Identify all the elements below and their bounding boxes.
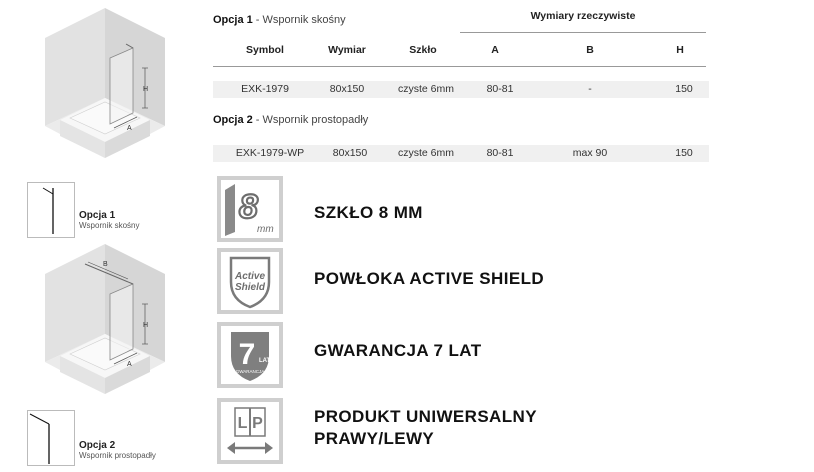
feature-label-shield: POWŁOKA ACTIVE SHIELD: [314, 269, 545, 288]
cell-symbol: EXK-1979: [241, 83, 289, 95]
option2-title-sep: -: [252, 114, 263, 126]
group-header-dimensions: Wymiary rzeczywiste: [530, 10, 636, 22]
col-header-a: A: [491, 44, 499, 56]
option1-caption: [79, 210, 139, 230]
dimension-a-label: A: [127, 361, 132, 368]
warranty-7-icon: [217, 322, 283, 388]
cell-symbol: EXK-1979-WP: [235, 147, 305, 159]
glass-8mm-icon: [217, 176, 283, 242]
feature-label-universal-line2: PRAWY/LEWY: [314, 429, 435, 448]
option1-title-desc: Wspornik skośny: [262, 14, 346, 26]
option2-caption-desc: Wspornik prostopadły: [79, 451, 156, 460]
option2-caption: [79, 440, 156, 460]
option2-bathroom-diagram: [30, 244, 180, 404]
warranty-7-word: GWARANCJA: [235, 369, 265, 374]
option2-plan-icon: [27, 410, 75, 466]
cell-b: -: [588, 83, 592, 95]
cell-glass: czyste 6mm: [397, 147, 454, 159]
feature-label-warranty: GWARANCJA 7 LAT: [314, 341, 482, 360]
dimension-h-label: H: [143, 322, 149, 329]
feature-label-universal-line1: PRODUKT UNIWERSALNY: [314, 407, 537, 426]
cell-a: 80-81: [486, 83, 514, 95]
table-row: [213, 145, 709, 162]
option1-plan-icon: [27, 182, 75, 238]
left-right-graphic: [221, 402, 279, 460]
cell-glass: czyste 6mm: [397, 83, 454, 95]
feature-label-glass: SZKŁO 8 MM: [314, 203, 423, 222]
cell-size: 80x150: [332, 147, 368, 159]
option1-title-label: Opcja 1: [213, 14, 253, 26]
active-shield-word2: Shield: [234, 282, 266, 293]
option1-title: [213, 14, 346, 26]
glass-8mm-graphic: [221, 180, 279, 238]
option2-caption-name: Opcja 2: [79, 440, 116, 451]
left-letter: L: [237, 415, 248, 432]
active-shield-icon: [217, 248, 283, 314]
option2-title: [213, 114, 368, 126]
right-letter: P: [252, 415, 263, 432]
cell-b: max 90: [572, 147, 608, 159]
active-shield-graphic: [221, 252, 279, 310]
active-shield-word1: Active: [234, 271, 266, 282]
col-header-symbol: Symbol: [246, 44, 284, 56]
feature-label-universal: [314, 406, 537, 450]
header-divider: [213, 66, 706, 67]
group-header-divider: [460, 32, 706, 33]
warranty-7-number: 7: [238, 338, 256, 371]
cell-a: 80-81: [486, 147, 514, 159]
table-row: [213, 81, 709, 98]
col-header-size: Wymiar: [328, 44, 366, 56]
option1-title-sep: -: [252, 14, 263, 26]
col-header-glass: Szkło: [409, 44, 437, 56]
option1-caption-name: Opcja 1: [79, 210, 116, 221]
dimension-h-label: H: [143, 86, 149, 93]
option1-caption-desc: Wspornik skośny: [79, 221, 140, 230]
glass-8mm-number: 8: [239, 188, 258, 226]
warranty-7-unit: LAT: [259, 358, 271, 364]
dimension-b-label: B: [103, 261, 108, 268]
col-header-b: B: [586, 44, 594, 56]
cell-h: 150: [675, 83, 693, 95]
col-header-h: H: [676, 44, 684, 56]
warranty-7-graphic: [221, 326, 279, 384]
dimension-a-label: A: [127, 125, 132, 132]
cell-h: 150: [675, 147, 693, 159]
glass-8mm-unit: mm: [257, 224, 274, 235]
option2-title-label: Opcja 2: [213, 114, 253, 126]
option2-title-desc: Wspornik prostopadły: [262, 114, 369, 126]
option1-bathroom-diagram: [30, 8, 180, 168]
cell-size: 80x150: [329, 83, 365, 95]
left-right-icon: [217, 398, 283, 464]
